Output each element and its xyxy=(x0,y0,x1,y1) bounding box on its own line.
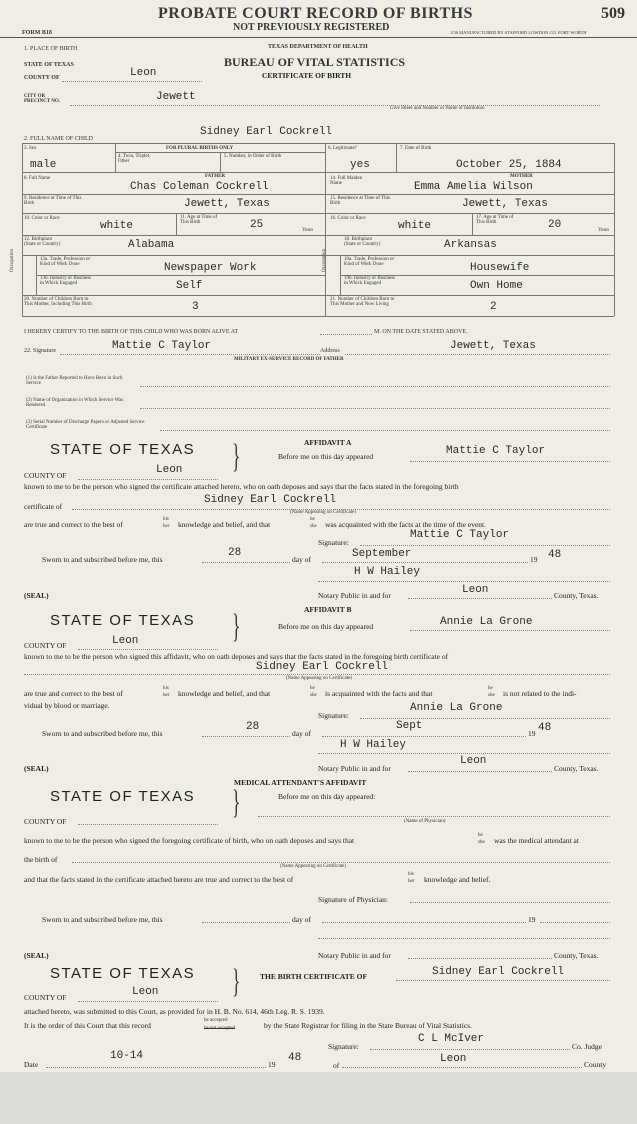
affidavit-b-he2: he xyxy=(488,686,493,691)
court-year-prefix: 19 xyxy=(268,1060,276,1069)
affidavit-a-he: he xyxy=(310,517,315,522)
medical-known: known to me to be the person who signed the foregoing certificate of birth, who on oath deposes and says that xyxy=(24,836,355,845)
medical-signature-label: Signature of Physician: xyxy=(318,895,388,904)
father-age-label: 11. Age at Time of This Birth xyxy=(180,215,218,226)
affidavit-a-year: 48 xyxy=(548,549,562,561)
medical-brace: } xyxy=(232,784,241,821)
mother-residence-label: 15. Residence at Time of This Birth xyxy=(330,196,390,207)
affidavit-a-true1: are true and correct to the best of xyxy=(24,520,123,529)
affidavit-a-before: Before me on this day appeared xyxy=(278,452,374,461)
father-residence-value: Jewett, Texas xyxy=(184,198,270,210)
form-number: FORM B18 xyxy=(22,30,52,36)
mother-years-label: Years xyxy=(598,228,610,233)
affidavit-a-notary-label: Notary Public in and for xyxy=(318,591,391,600)
medical-her: her xyxy=(408,879,415,884)
mother-industry-value: Own Home xyxy=(470,280,523,292)
court-county-word: County xyxy=(584,1060,607,1069)
header-rule xyxy=(0,37,637,38)
affidavit-b-her: her xyxy=(163,693,170,698)
children-born-label: 20. Number of Children Born to This Mother, Including This Birth xyxy=(24,297,92,308)
affidavit-b-year: 48 xyxy=(538,722,552,734)
affidavit-b-seal: (SEAL) xyxy=(24,764,49,773)
court-judge-label: Co. Judge xyxy=(572,1042,602,1051)
affidavit-a-seal: (SEAL) xyxy=(24,591,49,600)
twin-label: 4. Twin, Triplet, Other xyxy=(118,154,151,165)
affidavit-a-notary-county: Leon xyxy=(462,584,489,596)
affidavit-b-state: STATE OF TEXAS xyxy=(50,612,196,629)
military-q1: (1) Is the Father Reported to Have Been in Such Service xyxy=(26,376,123,387)
printer-imprint: 1/36 MANUFACTURED BY STAFFORD LOWDON CO. FORT WORTH xyxy=(450,30,587,35)
mother-birthplace-label: 18. Birthplace (State or Country) xyxy=(344,237,381,248)
record-subtitle: NOT PREVIOUSLY REGISTERED xyxy=(233,22,390,33)
affidavit-b-true2: knowledge and belief, and that xyxy=(178,689,271,698)
certify-text-end: M. ON THE DATE STATED ABOVE. xyxy=(374,329,468,335)
medical-facts2: knowledge and belief. xyxy=(424,875,491,884)
medical-known2: was the medical attendant at xyxy=(494,836,579,845)
father-name-value: Chas Coleman Cockrell xyxy=(130,181,269,193)
mother-residence-value: Jewett, Texas xyxy=(462,198,548,210)
certifier-signature-label: 22. Signature xyxy=(24,348,56,354)
court-order1: It is the order of this Court that this record xyxy=(24,1021,151,1030)
father-years-label: Years xyxy=(302,228,314,233)
father-birthplace-value: Alabama xyxy=(128,239,175,251)
affidavit-a-brace: } xyxy=(232,438,241,475)
court-judge-county: Leon xyxy=(440,1053,467,1065)
mother-age-label: 17. Age at Time of This Birth xyxy=(476,215,514,226)
dob-label: 7. Date of Birth xyxy=(400,146,432,151)
affidavit-a-true2: knowledge and belief, and that xyxy=(178,520,271,529)
certifier-address-label: Address xyxy=(320,348,340,354)
affidavit-b-county: Leon xyxy=(112,635,139,647)
father-color-value: white xyxy=(100,220,134,232)
birth-city-value: Jewett xyxy=(156,91,196,103)
street-caption: Give Street and Number or Name of Institution xyxy=(390,106,485,111)
medical-state: STATE OF TEXAS xyxy=(50,788,196,805)
affidavit-a-known: known to me to be the person who signed the certificate attached hereto, who on oath deposes and says that the facts stated in the foregoing birth xyxy=(24,482,459,491)
medical-facts: and that the facts stated in the certificate attached hereto are true and correct to the best of xyxy=(24,875,294,884)
medical-she: she xyxy=(478,840,485,845)
affidavit-a-signature-label: Signature: xyxy=(318,538,349,547)
court-submitted: attached hereto, was submitted to this Court, as provided for in H. B. No. 614, 46th Leg. R. S. 1939. xyxy=(24,1007,325,1016)
father-age-value: 25 xyxy=(250,219,264,231)
affidavit-a-notary: H W Hailey xyxy=(354,566,421,578)
affidavit-a-day: 28 xyxy=(228,547,242,559)
county-label: COUNTY OF xyxy=(24,75,60,81)
record-title: PROBATE COURT RECORD OF BIRTHS xyxy=(158,5,473,22)
military-q3: (3) Serial Number of Discharge Papers or Adjusted Service Certificate xyxy=(26,420,145,431)
affidavit-b-true4: is not related to the indi- xyxy=(503,689,577,698)
affidavit-a-sworn: Sworn to and subscribed before me, this xyxy=(42,555,163,564)
affidavit-a-cert-of: certificate of xyxy=(24,502,63,511)
court-state: STATE OF TEXAS xyxy=(50,965,196,982)
father-occupation-side: Occupation xyxy=(10,248,15,272)
affidavit-b-he: he xyxy=(310,686,315,691)
medical-year-prefix: 19 xyxy=(528,915,536,924)
court-of: of xyxy=(333,1061,340,1070)
court-child: Sidney Earl Cockrell xyxy=(432,966,565,978)
affidavit-a-name-caption: (Name Appearing on Certificate) xyxy=(290,510,356,515)
father-birthplace-label: 12. Birthplace (State or Country) xyxy=(24,237,61,248)
court-date-label: Date xyxy=(24,1060,39,1069)
sex-value: male xyxy=(30,159,57,171)
affidavit-a-his: his xyxy=(163,517,169,522)
affidavit-b-signature-label: Signature: xyxy=(318,711,349,720)
mother-age-value: 20 xyxy=(548,219,562,231)
affidavit-a-month: September xyxy=(352,548,412,560)
father-industry-value: Self xyxy=(176,280,203,292)
affidavit-a-county: Leon xyxy=(156,464,183,476)
children-living-label: 21. Number of Children Born to This Mother and Now Living xyxy=(330,297,395,308)
affidavit-b-notary-county: Leon xyxy=(460,755,487,767)
affidavit-b-year-prefix: 19 xyxy=(528,729,536,738)
court-year: 48 xyxy=(288,1052,302,1064)
certificate-caption: CERTIFICATE OF BIRTH xyxy=(262,71,352,80)
court-heading: THE BIRTH CERTIFICATE OF xyxy=(260,972,368,981)
affidavit-a-signature: Mattie C Taylor xyxy=(410,529,510,541)
medical-seal: (SEAL) xyxy=(24,951,49,960)
mother-occupation-side: Occupation xyxy=(322,248,327,272)
father-industry-label: 13b. Industry or Business in Which Engaged xyxy=(40,276,92,287)
bureau-name: BUREAU OF VITAL STATISTICS xyxy=(224,55,406,69)
medical-county-texas: County, Texas. xyxy=(554,951,599,960)
mother-heading: MOTHER xyxy=(510,174,533,179)
legitimate-value: yes xyxy=(350,159,370,171)
medical-sworn: Sworn to and subscribed before me, this xyxy=(42,915,163,924)
certifier-signature: Mattie C Taylor xyxy=(112,340,212,352)
mother-industry-label: 19b. Industry or Business in Which Engaged xyxy=(344,276,396,287)
affidavit-a-state: STATE OF TEXAS xyxy=(50,441,196,458)
affidavit-b-notary-label: Notary Public in and for xyxy=(318,764,391,773)
affidavit-b-sworn: Sworn to and subscribed before me, this xyxy=(42,729,163,738)
children-living-value: 2 xyxy=(490,301,497,313)
mother-color-value: white xyxy=(398,220,432,232)
affidavit-b-county-texas: County, Texas. xyxy=(554,764,599,773)
affidavit-b-true3: is acquainted with the facts and that xyxy=(325,689,433,698)
affidavit-a-child: Sidney Earl Cockrell xyxy=(204,494,337,506)
affidavit-b-she2: she xyxy=(488,693,495,698)
dob-value: October 25, 1884 xyxy=(456,159,562,171)
sex-label: 3. Sex xyxy=(24,146,37,151)
court-judge: C L McIver xyxy=(418,1033,485,1045)
affidavit-b-before: Before me on this day appeared xyxy=(278,622,374,631)
medical-day-of: day of xyxy=(292,915,311,924)
father-trade-value: Newspaper Work xyxy=(164,262,257,274)
child-name-label: 2. FULL NAME OF CHILD xyxy=(24,136,93,142)
affidavit-a-county-label: COUNTY OF xyxy=(24,471,67,480)
mother-trade-label: 19a. Trade, Profession or Kind of Work Done xyxy=(344,257,395,268)
affidavit-b-his: his xyxy=(163,686,169,691)
court-brace: } xyxy=(232,963,241,1000)
mother-color-label: 16. Color or Race xyxy=(330,216,366,221)
affidavit-a-affiant: Mattie C Taylor xyxy=(446,445,546,457)
affidavit-a-county-texas: County, Texas. xyxy=(554,591,599,600)
city-label: CITY OR PRECINCT NO. xyxy=(24,94,61,105)
affidavit-a-heading: AFFIDAVIT A xyxy=(304,438,352,447)
affidavit-b-true1: are true and correct to the best of xyxy=(24,689,123,698)
physician-caption: (Name of Physician) xyxy=(404,819,446,824)
plural-births-header: FOR PLURAL BIRTHS ONLY xyxy=(166,146,234,151)
affidavit-a-true3: was acquainted with the facts at the time of the event. xyxy=(325,520,486,529)
affidavit-b-day: 28 xyxy=(246,721,260,733)
affidavit-b-she: she xyxy=(310,693,317,698)
court-not-accepted: be not accepted xyxy=(204,1026,236,1031)
department-name: TEXAS DEPARTMENT OF HEALTH xyxy=(268,44,368,50)
father-trade-label: 13a. Trade, Profession or Kind of Work Done xyxy=(40,257,91,268)
father-residence-label: 9. Residence at Time of This Birth xyxy=(24,196,82,207)
mother-name-label: 14. Full Maiden Name xyxy=(330,176,363,187)
court-order2: by the State Registrar for filing in the State Bureau of Vital Statistics. xyxy=(264,1021,472,1030)
medical-he: he xyxy=(478,833,483,838)
military-heading: MILITARY EX-SERVICE RECORD OF FATHER xyxy=(234,357,344,362)
medical-heading: MEDICAL ATTENDANT'S AFFIDAVIT xyxy=(234,778,367,787)
affidavit-a-year-prefix: 19 xyxy=(530,555,538,564)
affidavit-b-affiant: Annie La Grone xyxy=(440,616,533,628)
affidavit-b-heading: AFFIDAVIT B xyxy=(304,605,352,614)
affidavit-b-brace: } xyxy=(232,608,241,645)
legitimate-label: 6. Legitimate? xyxy=(328,146,357,151)
affidavit-a-she: she xyxy=(310,524,317,529)
father-color-label: 10. Color or Race xyxy=(24,216,60,221)
birth-county-value: Leon xyxy=(130,67,157,79)
affidavit-b-county-label: COUNTY OF xyxy=(24,641,67,650)
certify-text: I HEREBY CERTIFY TO THE BIRTH OF THIS CHILD WHO WAS BORN ALIVE AT xyxy=(24,329,239,335)
medical-notary-label: Notary Public in and for xyxy=(318,951,391,960)
military-q2: (2) Name of Organization in Which Service Was Rendered xyxy=(26,398,124,409)
court-signature-label: Signature: xyxy=(328,1042,359,1051)
medical-birth-of: the birth of xyxy=(24,855,58,864)
children-born-value: 3 xyxy=(192,301,199,313)
certifier-address: Jewett, Texas xyxy=(450,340,536,352)
mother-trade-value: Housewife xyxy=(470,262,530,274)
place-heading: 1. PLACE OF BIRTH xyxy=(24,46,78,52)
affidavit-a-her: her xyxy=(163,524,170,529)
court-county: Leon xyxy=(132,986,159,998)
scan-background xyxy=(0,1072,637,1124)
affidavit-b-signature: Annie La Grone xyxy=(410,702,503,714)
affidavit-a-day-of: day of xyxy=(292,555,311,564)
affidavit-b-month: Sept xyxy=(396,720,423,732)
court-accepted: be accepted xyxy=(204,1018,228,1023)
child-name-value: Sidney Earl Cockrell xyxy=(200,126,333,138)
affidavit-b-name-caption: (Name Appearing on Certificate) xyxy=(286,676,352,681)
affidavit-b-true5: vidual by blood or marriage. xyxy=(24,701,110,710)
medical-before: Before me on this day appeared: xyxy=(278,792,376,801)
medical-his: his xyxy=(408,872,414,877)
affidavit-b-known: known to me to be the person who signed this affidavit, who on oath deposes and says that the facts stated in the foregoing birth certificate of xyxy=(24,652,449,661)
affidavit-b-child: Sidney Earl Cockrell xyxy=(256,661,389,673)
medical-county-label: COUNTY OF xyxy=(24,817,67,826)
father-heading: FATHER xyxy=(205,174,226,179)
court-date: 10-14 xyxy=(110,1050,144,1062)
state-label: STATE OF TEXAS xyxy=(24,62,74,68)
birth-order-label: 5. Number, in Order of Birth xyxy=(224,154,282,159)
father-name-label: 8. Full Name xyxy=(24,176,51,181)
page-number: 509 xyxy=(601,5,625,22)
mother-birthplace-value: Arkansas xyxy=(444,239,497,251)
affidavit-b-day-of: day of xyxy=(292,729,311,738)
affidavit-b-notary: H W Hailey xyxy=(340,739,407,751)
court-county-label: COUNTY OF xyxy=(24,993,67,1002)
mother-name-value: Emma Amelia Wilson xyxy=(414,181,533,193)
medical-name-caption: (Name Appearing on Certificate) xyxy=(280,864,346,869)
